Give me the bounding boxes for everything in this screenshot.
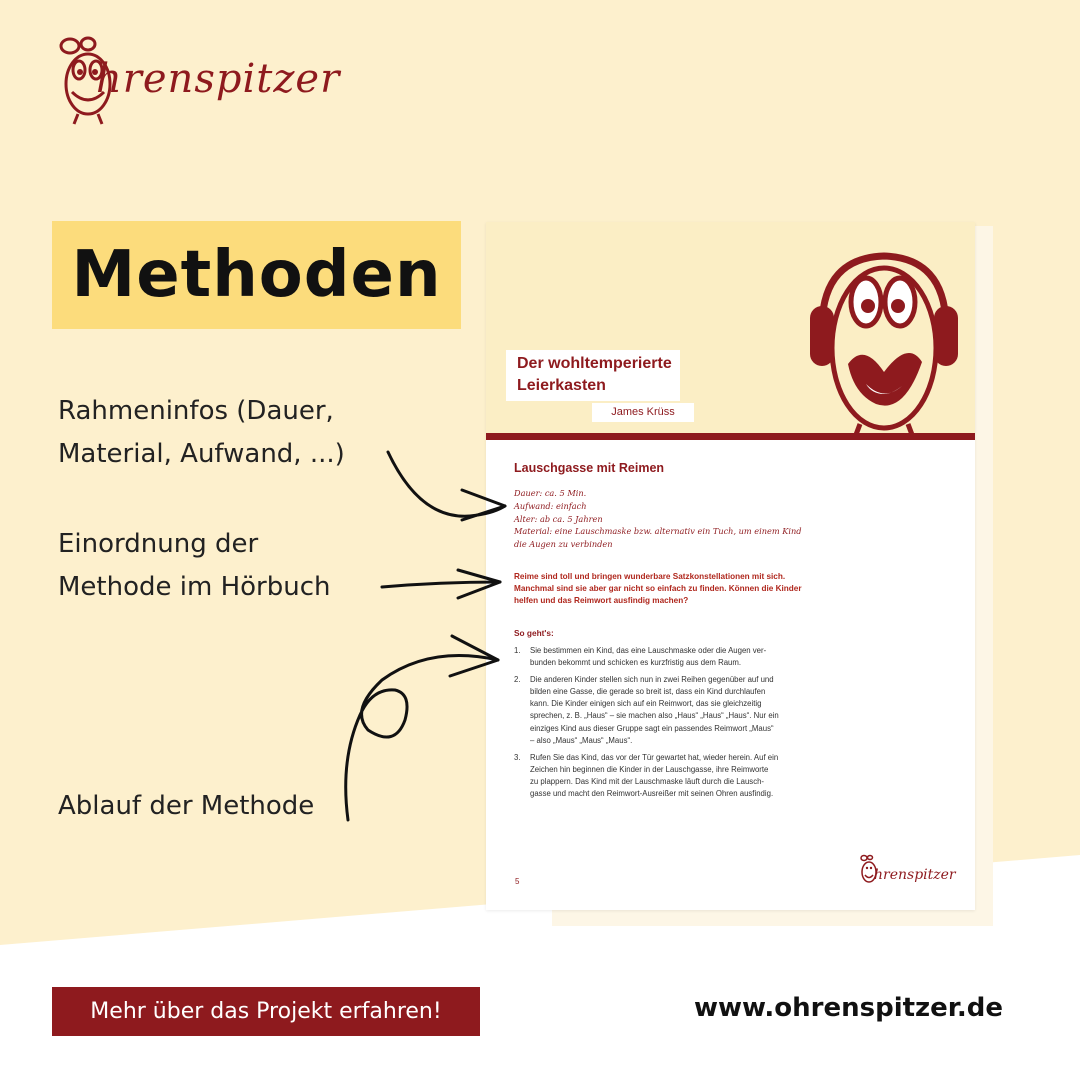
document-intro	[514, 571, 964, 608]
step-line: Zeichen hin beginnen die Kinder in der Lauschgasse, ihre Reimworte	[530, 764, 769, 774]
label-ablauf	[58, 785, 314, 828]
step-item	[514, 645, 964, 669]
step-line: Rufen Sie das Kind, das vor der Tür gewartet hat, wieder herein. Auf ein	[530, 752, 779, 762]
step-item	[514, 674, 964, 747]
step-line: sprechen, z. B. „Haus“ – sie machen also „Haus“ „Haus“ „Haus“. Nur ein	[530, 711, 779, 721]
steps-list	[514, 645, 964, 805]
label-einordnung-line1: Einordnung der	[58, 529, 259, 559]
intro-line: helfen und das Reimwort ausfindig machen?	[514, 596, 689, 606]
step-item	[514, 752, 964, 800]
step-number: 3.	[514, 752, 521, 762]
step-line: einziges Kind aus dieser Gruppe sagt ein passendes Reimwort „Maus“	[530, 723, 774, 733]
intro-line: Manchmal sind sie aber gar nicht so einfach zu finden. Können die Kinder	[514, 584, 802, 594]
label-rahmeninfos-line1: Rahmeninfos (Dauer,	[58, 396, 334, 426]
step-line: gasse und macht den Reimwort-Ausreißer mit seinen Ohren ausfindig.	[530, 789, 774, 799]
logo-text: hrenspitzer	[96, 56, 341, 102]
document-author: James Krüss	[592, 403, 694, 422]
label-ablauf-line: Ablauf der Methode	[58, 791, 315, 821]
howto-title: So geht's:	[514, 628, 554, 638]
label-einordnung	[58, 523, 331, 609]
document-title-line2: Leierkasten	[517, 377, 606, 394]
step-line: bunden bekommt und schicken es kurzfristig aus dem Raum.	[530, 658, 742, 668]
learn-more-label: Mehr über das Projekt erfahren!	[90, 999, 442, 1024]
mascot-headphones-icon	[804, 244, 964, 440]
document-meta	[514, 487, 824, 551]
step-line: bilden eine Gasse, die gerade so breit ist, dass ein Kind durchlaufen	[530, 687, 766, 697]
website-link[interactable]: www.ohrenspitzer.de	[694, 993, 1004, 1023]
document-title-line1: Der wohltemperierte	[517, 355, 672, 372]
meta-line: Alter: ab ca. 5 Jahren	[514, 513, 603, 524]
meta-line: die Augen zu verbinden	[514, 539, 613, 550]
label-einordnung-line2: Methode im Hörbuch	[58, 572, 331, 602]
label-rahmeninfos-line2: Material, Aufwand, ...)	[58, 439, 345, 469]
step-line: – also „Maus“ „Maus“ „Maus“.	[530, 735, 633, 745]
learn-more-button[interactable]	[52, 987, 480, 1036]
step-number: 2.	[514, 675, 521, 685]
document-header-bar	[486, 433, 975, 440]
intro-line: Reime sind toll und bringen wunderbare Satzkonstellationen mit sich.	[514, 572, 786, 581]
document-title	[506, 350, 680, 401]
step-line: kann. Die Kinder einigen sich auf ein Reimwort, das sie gleichzeitig	[530, 699, 762, 709]
page-heading: Methoden	[71, 238, 442, 312]
meta-line: Dauer: ca. 5 Min.	[514, 488, 587, 498]
document-preview	[486, 222, 975, 910]
document-section-title: Lauschgasse mit Reimen	[514, 461, 665, 475]
footer-logo-text: hrenspitzer	[874, 867, 956, 883]
meta-line: Aufwand: einfach	[514, 500, 587, 511]
meta-line: Material: eine Lauschmaske bzw. alternativ ein Tuch, um einem Kind	[514, 526, 802, 537]
step-number: 1.	[514, 646, 521, 655]
page-number: 5	[515, 877, 520, 886]
label-rahmeninfos	[58, 390, 345, 476]
heading-box	[52, 221, 461, 329]
step-line: Die anderen Kinder stellen sich nun in zwei Reihen gegenüber auf und	[530, 675, 774, 685]
step-line: Sie bestimmen ein Kind, das eine Lauschmaske oder die Augen ver-	[530, 646, 767, 655]
step-line: zu plappern. Das Kind mit der Lauschmaske läuft durch die Lausch-	[530, 776, 765, 786]
